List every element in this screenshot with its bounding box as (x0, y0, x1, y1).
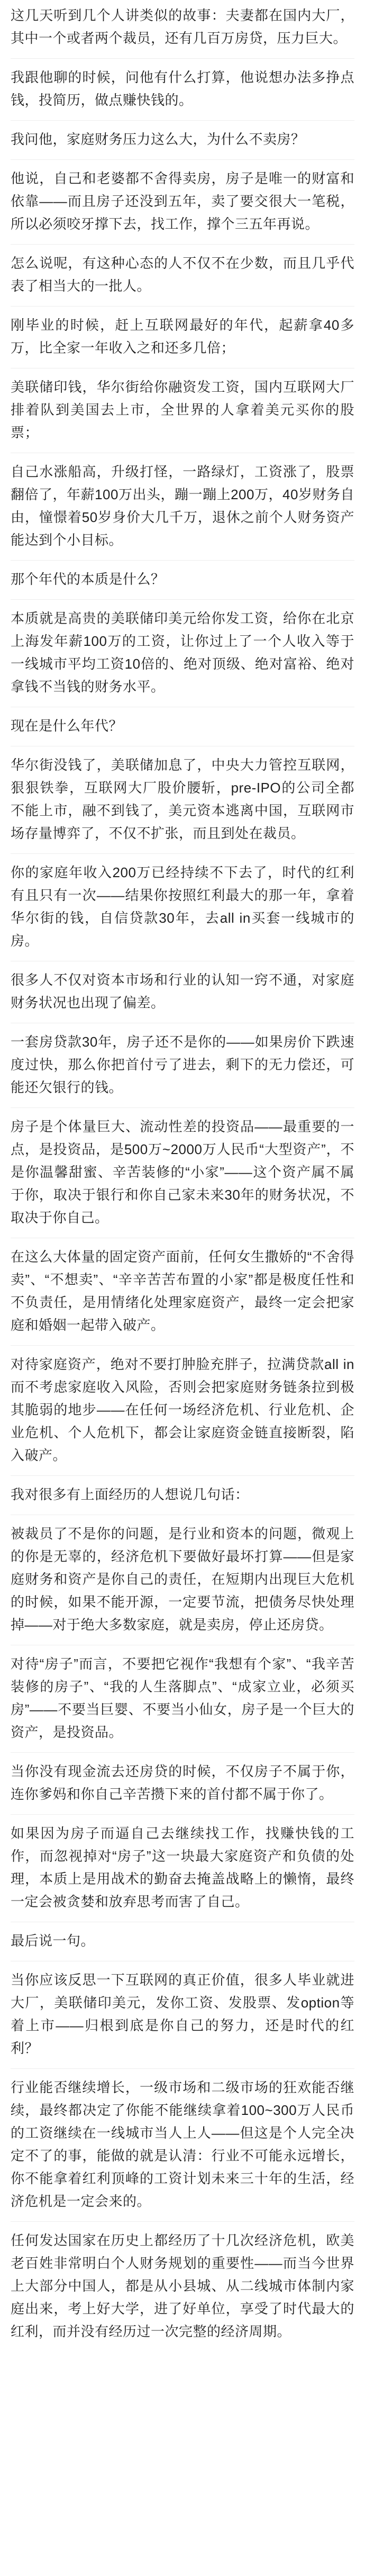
article-paragraph: 行业能否继续增长，一级市场和二级市场的狂欢能否继续，最终都决定了你能不能继续拿着100~300万人民币的工资继续在一线城市当人上人——但这是个人完全决定不了的事，能做的就是认清：行业不可能永远增长，你不能拿着红利顶峰的工资计划未来三十年的生活，经济危机是一定会来的。 (11, 2069, 354, 2222)
article-paragraph: 一套房贷款30年，房子还不是你的——如果房价下跌速度过快，那么你把首付亏了进去，剩下的无力偿还，可能还欠银行的钱。 (11, 1023, 354, 1108)
article-paragraph: 当你没有现金流去还房贷的时候，不仅房子不属于你，连你爹妈和你自己辛苦攒下来的首付都不属于你了。 (11, 1753, 354, 1815)
article-paragraph: 刚毕业的时候，赶上互联网最好的年代，起薪拿40多万，比全家一年收入之和还多几倍； (11, 307, 354, 368)
article-paragraph: 我问他，家庭财务压力这么大，为什么不卖房？ (11, 121, 354, 160)
article-paragraph: 本质就是高贵的美联储印美元给你发工资，给你在北京上海发年薪100万的工资，让你过上了一个人收入等于一线城市平均工资10倍的、绝对顶级、绝对富裕、绝对拿钱不当钱的财务水平。 (11, 600, 354, 707)
article-paragraph: 很多人不仅对资本市场和行业的认知一窍不通，对家庭财务状况也出现了偏差。 (11, 961, 354, 1023)
article-paragraph: 怎么说呢，有这种心态的人不仅不在少数，而且几乎代表了相当大的一批人。 (11, 245, 354, 307)
article-paragraph: 被裁员了不是你的问题，是行业和资本的问题，微观上的你是无辜的，经济危机下要做好最坏打算——但是家庭财务和资产是你自己的责任，在短期内出现巨大危机的时候，如果不能开源，一定要节流，把债务尽快处理掉——对于绝大多数家庭，就是卖房，停止还房贷。 (11, 1515, 354, 1645)
article-paragraph: 房子是个体量巨大、流动性差的投资品——最重要的一点，是投资品，是500万~2000万人民币“大型资产”，不是你温馨甜蜜、辛苦装修的“小家”——这个资产属不属于你，取决于银行和你自己家未来30年的财务状况，不取决于你自己。 (11, 1108, 354, 1238)
article-paragraph: 对待“房子”而言，不要把它视作“我想有个家”、“我辛苦装修的房子”、“我的人生落脚点”、“成家立业，必须买房”——不要当巨婴、不要当小仙女，房子是一个巨大的资产，是投资品。 (11, 1645, 354, 1753)
article-paragraph: 我对很多有上面经历的人想说几句话： (11, 1476, 354, 1515)
article-paragraph: 最后说一句。 (11, 1922, 354, 1961)
article-paragraph: 这几天听到几个人讲类似的故事：夫妻都在国内大厂，其中一个或者两个裁员，还有几百万房贷，压力巨大。 (11, 4, 354, 59)
article-paragraph: 我跟他聊的时候，问他有什么打算，他说想办法多挣点钱，投简历，做点赚快钱的。 (11, 59, 354, 121)
article-paragraph: 自己水涨船高，升级打怪，一路绿灯，工资涨了，股票翻倍了，年薪100万出头，蹦一蹦上200万，40岁财务自由，憧憬着50岁身价大几千万，退休之前个人财务资产能达到个小目标。 (11, 453, 354, 561)
article-paragraph: 他说，自己和老婆都不舍得卖房，房子是唯一的财富和依靠——而且房子还没到五年，卖了要交很大一笔税，所以必须咬牙撑下去，找工作，撑个三五年再说。 (11, 160, 354, 245)
article-paragraph: 任何发达国家在历史上都经历了十几次经济危机，欧美老百姓非常明白个人财务规划的重要性——而当今世界上大部分中国人，都是从小县城、从二线城市体制内家庭出来，考上好大学，进了好单位，享受了时代最大的红利，而并没有经历过一次完整的经济周期。 (11, 2232, 354, 2339)
article-paragraph: 华尔街没钱了，美联储加息了，中央大力管控互联网，狠狠铁拳，互联网大厂股价腰斩，pre-IPO的公司全都不能上市，融不到钱了，美元资本逃离中国，互联网市场存量博弈了，不仅不扩张，而且到处在裁员。 (11, 746, 354, 854)
article-paragraph: 对待家庭资产，绝对不要打肿脸充胖子，拉满贷款all in而不考虑家庭收入风险，否则会把家庭财务链条拉到极其脆弱的地步——在任何一场经济危机、行业危机、企业危机、个人危机下，都会让家庭资金链直接断裂，陷入破产。 (11, 1346, 354, 1476)
article-paragraph: 如果因为房子而逼自己去继续找工作，找赚快钱的工作，而忽视掉对“房子”这一块最大家庭资产和负债的处理，本质上是用战术的勤奋去掩盖战略上的懒惰，最终一定会被贪婪和放弃思考而害了自己。 (11, 1815, 354, 1922)
article-paragraph: 那个年代的本质是什么？ (11, 561, 354, 600)
article-paragraph: 在这么大体量的固定资产面前，任何女生撒娇的“不舍得卖”、“不想卖”、“辛辛苦苦布置的小家”都是极度任性和不负责任，是用情绪化处理家庭资产，最终一定会把家庭和婚姻一起带入破产。 (11, 1238, 354, 1346)
article-paragraph: 美联储印钱，华尔街给你融资发工资，国内互联网大厂排着队到美国去上市，全世界的人拿着美元买你的股票； (11, 368, 354, 453)
article-paragraph: 你的家庭年收入200万已经持续不下去了，时代的红利有且只有一次——结果你按照红利最大的那一年，拿着华尔街的钱，自信贷款30年，去all in买套一线城市的房。 (11, 854, 354, 961)
article-paragraph: 当你应该反思一下互联网的真正价值，很多人毕业就进大厂，美联储印美元，发你工资、发股票、发option等着上市——归根到底是你自己的努力，还是时代的红利？ (11, 1961, 354, 2069)
article-body (11, 4, 354, 2352)
article-paragraph: 现在是什么年代？ (11, 707, 354, 746)
